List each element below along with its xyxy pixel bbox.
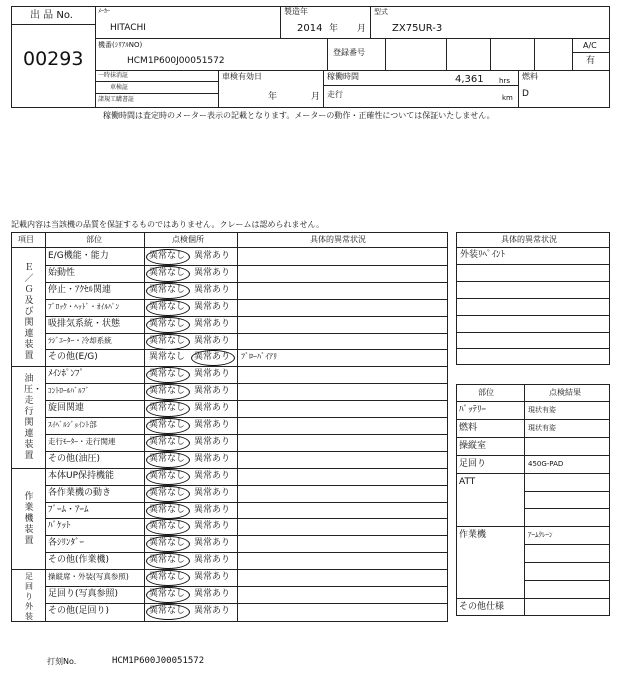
header-divider <box>490 38 491 70</box>
header-subrow-line <box>95 81 218 82</box>
results-value: 現状有姿 <box>528 424 556 432</box>
ac-value: 有 <box>586 56 596 66</box>
selection-circle-icon <box>146 553 190 569</box>
header-divider <box>323 70 324 108</box>
option-normal[interactable]: 異常なし <box>149 572 186 582</box>
detail-line: 外装ﾘﾍﾟｲﾝﾄ <box>460 250 506 260</box>
selection-circle-icon <box>146 587 190 603</box>
option-abnormal[interactable]: 異常あり <box>194 403 231 413</box>
inspection-row <box>0 366 640 383</box>
selection-circle-icon <box>146 384 190 400</box>
option-abnormal[interactable]: 異常あり <box>194 471 231 481</box>
header-row-line <box>95 70 610 71</box>
selection-circle-icon <box>146 604 190 620</box>
month-unit: 月 <box>357 24 367 34</box>
results-value: ｱｰﾑｸﾚｰﾝ <box>528 531 553 539</box>
row-part: その他(E/G) <box>48 352 98 362</box>
row-part: その他(作業機) <box>48 555 110 565</box>
results-row-line <box>456 598 610 599</box>
results-row-line <box>456 473 610 474</box>
mileage-label: 走行 <box>327 90 343 99</box>
results-part: 燃料 <box>459 423 478 433</box>
header-detail: 具体的異常状況 <box>310 235 366 244</box>
selection-circle-icon <box>191 350 235 366</box>
header-subrow-line <box>95 93 218 94</box>
results-value: 現状有姿 <box>528 406 556 414</box>
selection-circle-icon <box>146 503 190 519</box>
lot-number: 00293 <box>23 48 84 70</box>
option-normal[interactable]: 異常なし <box>149 386 186 396</box>
option-abnormal[interactable]: 異常あり <box>194 521 231 531</box>
serial-label: 機番(ｼﾘｱﾙNO) <box>98 41 143 49</box>
option-abnormal[interactable]: 異常あり <box>194 589 231 599</box>
option-normal[interactable]: 異常なし <box>149 589 186 599</box>
header-divider <box>370 6 371 38</box>
option-abnormal[interactable]: 異常あり <box>194 251 231 261</box>
detail-row-line <box>456 332 610 333</box>
expiry-month-unit: 月 <box>311 92 321 102</box>
detail-row-line <box>456 281 610 282</box>
option-abnormal[interactable]: 異常あり <box>194 572 231 582</box>
lot-label-underline <box>11 24 95 25</box>
option-abnormal[interactable]: 異常あり <box>194 352 231 362</box>
results-row-line <box>456 419 610 420</box>
option-normal[interactable]: 異常なし <box>149 268 186 278</box>
hours-note: 稼働時間は査定時のメーター表示の記載となります。メーターの動作・正確性については保証いたしません。 <box>103 111 495 120</box>
abolition-cert-label: 諸規工購書証 <box>98 96 135 103</box>
option-normal[interactable]: 異常なし <box>149 488 186 498</box>
stamp-label: 打刻No. <box>47 657 77 666</box>
lot-label: 出 品 No. <box>30 10 73 21</box>
detail-row-line <box>456 348 610 349</box>
group-label-hydraulic: 油圧・走行関連装置 <box>24 374 43 461</box>
row-part: 始動性 <box>48 268 76 278</box>
option-abnormal[interactable]: 異常あり <box>194 336 231 346</box>
header-divider <box>218 70 219 108</box>
results-part: 作業機 <box>459 530 487 540</box>
selection-circle-icon <box>146 334 190 350</box>
selection-circle-icon <box>146 401 190 417</box>
selection-circle-icon <box>146 317 190 333</box>
results-header-result: 点検結果 <box>549 388 581 397</box>
maker-label: ﾒｰｶｰ <box>98 8 111 15</box>
row-part: 各作業機の動き <box>48 488 112 498</box>
selection-circle-icon <box>146 570 190 586</box>
selection-circle-icon <box>146 536 190 552</box>
row-part: ｺﾝﾄﾛｰﾙﾊﾞﾙﾌﾞ <box>48 386 90 395</box>
header-divider <box>280 6 281 38</box>
row-part: ﾌﾞﾛｯｸ・ﾍｯﾄﾞ・ｵｲﾙﾊﾟﾝ <box>48 302 120 311</box>
header-row-line <box>95 38 610 39</box>
group-label-undercarriage: 足回り外装 <box>25 572 33 621</box>
row-part: 走行ﾓｰﾀｰ・走行関連 <box>48 437 116 446</box>
option-abnormal[interactable]: 異常あり <box>194 488 231 498</box>
ac-label: A/C <box>583 41 597 50</box>
selection-circle-icon <box>146 519 190 535</box>
abnormal-detail-header: 具体的異常状況 <box>501 235 557 244</box>
results-part: 足回り <box>459 459 487 469</box>
results-row-line <box>524 544 610 545</box>
selection-circle-icon <box>146 418 190 434</box>
header-divider <box>327 38 328 70</box>
option-abnormal[interactable]: 異常あり <box>194 505 231 515</box>
year-unit: 年 <box>329 24 339 34</box>
selection-circle-icon <box>146 469 190 485</box>
results-part: ﾊﾞｯﾃﾘｰ <box>459 405 487 415</box>
row-part: E/G機能・能力 <box>48 251 109 261</box>
detail-row-line <box>456 264 610 265</box>
group-label-work: 作業機装置 <box>24 492 34 546</box>
temp-permit-label: 一時抹消証 <box>98 72 129 79</box>
results-value: 450G-PAD <box>528 460 564 468</box>
year-label: 製造年 <box>284 7 308 16</box>
expiry-year-unit: 年 <box>268 92 278 102</box>
option-normal[interactable]: 異常なし <box>149 369 186 379</box>
results-part: 操縦室 <box>459 441 487 451</box>
model-value: ZX75UR-3 <box>392 23 443 34</box>
row-part: 吸排気系統・状態 <box>48 319 121 329</box>
detail-row-line <box>456 247 610 248</box>
row-part: 旋回関連 <box>48 403 85 413</box>
fuel-value: D <box>522 89 529 99</box>
fuel-label: 燃料 <box>522 72 538 81</box>
option-normal[interactable]: 異常なし <box>149 336 186 346</box>
option-abnormal[interactable]: 異常あり <box>194 302 231 312</box>
option-normal[interactable]: 異常なし <box>149 454 186 464</box>
option-abnormal[interactable]: 異常あり <box>194 369 231 379</box>
inspection-expiry-label: 車検有効日 <box>222 72 262 81</box>
option-normal[interactable]: 異常なし <box>149 555 186 565</box>
option-abnormal[interactable]: 異常あり <box>194 386 231 396</box>
option-normal[interactable]: 異常なし <box>149 420 186 430</box>
option-normal[interactable]: 異常なし <box>149 285 186 295</box>
header-divider <box>385 38 386 70</box>
header-location: 点検個所 <box>172 235 204 244</box>
results-row-line <box>524 562 610 563</box>
option-normal[interactable]: 異常なし <box>149 471 186 481</box>
results-row-line <box>524 491 610 492</box>
results-part: ATT <box>459 477 476 487</box>
row-part: その他(油圧) <box>48 454 101 464</box>
results-row-line <box>456 437 610 438</box>
inspection-cert-label: 車検証 <box>110 84 129 91</box>
hours-value: 4,361 <box>455 74 484 85</box>
group-label-engine: Ｅ／Ｇ及び関連装置 <box>24 263 34 361</box>
selection-circle-icon <box>146 367 190 383</box>
option-normal[interactable]: 異常なし <box>149 352 186 362</box>
option-normal[interactable]: 異常なし <box>149 403 186 413</box>
registration-label: 登録番号 <box>333 48 365 57</box>
row-part: 本体UP保持機能 <box>48 471 115 481</box>
option-abnormal[interactable]: 異常あり <box>194 538 231 548</box>
row-detail: ﾌﾞﾛｰﾊﾞｲｱﾘ <box>241 352 277 361</box>
serial-value: HCM1P600J00051572 <box>127 56 225 66</box>
header-divider <box>446 38 447 70</box>
selection-circle-icon <box>146 486 190 502</box>
option-normal[interactable]: 異常なし <box>149 302 186 312</box>
option-abnormal[interactable]: 異常あり <box>194 319 231 329</box>
detail-row-line <box>456 298 610 299</box>
mileage-unit: km <box>502 94 513 102</box>
hours-unit: hrs <box>499 77 510 85</box>
disclaimer: 記載内容は当該機の品質を保証するものではありません。クレームは認められません。 <box>11 220 324 229</box>
results-header-part: 部位 <box>478 388 494 397</box>
selection-circle-icon <box>146 249 190 265</box>
results-row-line <box>456 455 610 456</box>
row-part: 停止・ｱｸｾﾙ関連 <box>48 285 112 295</box>
row-part: ﾌﾞｰﾑ・ｱｰﾑ <box>48 505 89 515</box>
row-part: ｽｲﾍﾞﾙｼﾞｮｲﾝﾄ部 <box>48 420 97 429</box>
selection-circle-icon <box>146 300 190 316</box>
row-part: その他(足回り) <box>48 606 110 616</box>
selection-circle-icon <box>146 452 190 468</box>
option-normal[interactable]: 異常なし <box>149 538 186 548</box>
ac-row-line <box>572 52 610 53</box>
option-abnormal[interactable]: 異常あり <box>194 555 231 565</box>
results-row-line <box>524 580 610 581</box>
row-part: ﾗｼﾞｴｰﾀｰ・冷却系統 <box>48 336 112 345</box>
row-part: 各ｼﾘﾝﾀﾞｰ <box>48 538 85 548</box>
results-part: その他仕様 <box>459 602 505 612</box>
selection-circle-icon <box>146 435 190 451</box>
header-divider <box>534 38 535 70</box>
header-divider <box>518 70 519 108</box>
model-label: 型式 <box>374 8 388 16</box>
option-normal[interactable]: 異常なし <box>149 505 186 515</box>
header-divider <box>572 38 573 70</box>
row-part: 操縦席・外装(写真参照) <box>48 572 129 581</box>
detail-row-line <box>456 315 610 316</box>
hours-row-line <box>323 85 518 86</box>
row-part: ﾒｲﾝﾎﾟﾝﾌﾟ <box>48 369 85 379</box>
maker-value: HITACHI <box>110 23 146 33</box>
results-row-line <box>456 401 610 402</box>
results-row-line <box>524 508 610 509</box>
stamp-value: HCM1P600J00051572 <box>112 656 205 666</box>
option-abnormal[interactable]: 異常あり <box>194 606 231 616</box>
option-abnormal[interactable]: 異常あり <box>194 454 231 464</box>
option-normal[interactable]: 異常なし <box>149 521 186 531</box>
option-normal[interactable]: 異常なし <box>149 251 186 261</box>
row-part: ﾊﾞｹｯﾄ <box>48 521 71 531</box>
selection-circle-icon <box>146 283 190 299</box>
year-value: 2014 <box>297 23 323 34</box>
option-abnormal[interactable]: 異常あり <box>194 420 231 430</box>
option-abnormal[interactable]: 異常あり <box>194 285 231 295</box>
option-normal[interactable]: 異常なし <box>149 437 186 447</box>
hours-label: 稼働時間 <box>327 72 359 81</box>
option-normal[interactable]: 異常なし <box>149 606 186 616</box>
option-abnormal[interactable]: 異常あり <box>194 268 231 278</box>
option-normal[interactable]: 異常なし <box>149 319 186 329</box>
results-row-line <box>456 526 610 527</box>
header-part: 部位 <box>86 235 102 244</box>
header-category: 項目 <box>18 235 34 244</box>
selection-circle-icon <box>146 266 190 282</box>
option-abnormal[interactable]: 異常あり <box>194 437 231 447</box>
row-part: 足回り(写真参照) <box>48 589 119 599</box>
